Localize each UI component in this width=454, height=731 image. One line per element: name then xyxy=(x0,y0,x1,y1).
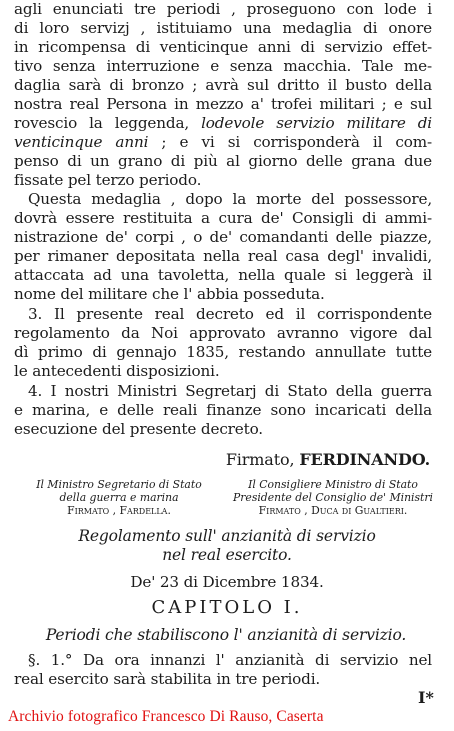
text-line: regolamento da Noi approvato avranno vigore dal xyxy=(14,324,432,342)
section-line: real esercito sarà stabilita in tre periodi. xyxy=(14,670,321,688)
chapter-title: Periodi che stabiliscono l' anzianità di servizio. xyxy=(45,626,407,644)
archive-credit: Archivio fotografico Francesco Di Rauso, Caserta xyxy=(8,708,324,725)
minister-left-title: Il Ministro Segretario di Stato xyxy=(36,478,202,491)
motto-italic: venticinque anni xyxy=(14,133,149,151)
minister-left-office: della guerra e marina xyxy=(59,491,179,504)
text-line: esecuzione del presente decreto. xyxy=(14,420,263,438)
text-line: agli enunciati tre periodi , proseguono con lode i xyxy=(14,0,432,18)
text-line: tivo senza interruzione e senza macchia. Tale me- xyxy=(14,57,432,75)
decree-date: De' 23 di Dicembre 1834. xyxy=(130,573,324,591)
text-line xyxy=(14,114,432,132)
text-line: 4. I nostri Ministri Segretarj di Stato della guerra xyxy=(28,382,432,400)
text-line: e marina, e delle reali finanze sono incaricati della xyxy=(14,401,432,419)
minister-right-title: Il Consigliere Ministro di Stato xyxy=(248,478,418,491)
regulation-title: Regolamento sull' anzianità di servizio xyxy=(78,527,376,545)
chapter-heading: CAPITOLO I. xyxy=(151,597,303,618)
text-segment: ; e vi si corrisponderà il com- xyxy=(148,133,432,151)
text-line: fissate pel terzo periodo. xyxy=(14,171,202,189)
text-segment: rovescio la leggenda, xyxy=(14,114,202,132)
minister-left-signature: Firmato , Fardella. xyxy=(67,504,171,517)
signature-line xyxy=(200,451,430,469)
section-line xyxy=(14,651,432,669)
minister-right-signature: Firmato , Duca di Gualtieri. xyxy=(258,504,408,517)
text-line: dì primo di gennajo 1835, restando annullate tutte xyxy=(14,343,432,361)
text-line: in ricompensa di venticinque anni di servizio effet- xyxy=(14,38,432,56)
text-line: attaccata ad una tavoletta, nella quale si leggerà il xyxy=(14,266,432,284)
signature-label: Firmato, xyxy=(225,450,300,469)
section-sign: §. 1.° xyxy=(28,651,73,669)
text-line: le antecedenti disposizioni. xyxy=(14,362,220,380)
text-line: dovrà essere restituita a cura de' Consigli di ammi- xyxy=(14,209,432,227)
minister-right-office: Presidente del Consiglio de' Ministri xyxy=(233,491,433,504)
text-line: di loro servizj , istituiamo una medaglia di onore xyxy=(14,19,432,37)
section-text: Da ora innanzi l' anzianità di servizio nel xyxy=(72,651,432,669)
text-line: 3. Il presente real decreto ed il corrispondente xyxy=(28,305,432,323)
motto-italic: lodevole servizio militare di xyxy=(201,114,433,132)
text-line: nostra real Persona in mezzo a' trofei militari ; e sul xyxy=(14,95,432,113)
signature-name: FERDINANDO. xyxy=(299,450,430,469)
regulation-title-cont: nel real esercito. xyxy=(162,546,292,564)
text-line: daglia sarà di bronzo ; avrà sul dritto il busto della xyxy=(14,76,432,94)
text-line: nome del militare che l' abbia posseduta. xyxy=(14,285,325,303)
text-line: penso di un grano di più al giorno delle grana due xyxy=(14,152,432,170)
text-line: per rimaner depositata nella real casa degl' invalidi, xyxy=(14,247,432,265)
text-line: Questa medaglia , dopo la morte del possessore, xyxy=(28,190,432,208)
page-mark: I* xyxy=(418,688,434,707)
text-line: nistrazione de' corpi , o de' comandanti delle piazze, xyxy=(14,228,432,246)
text-line xyxy=(14,133,432,151)
